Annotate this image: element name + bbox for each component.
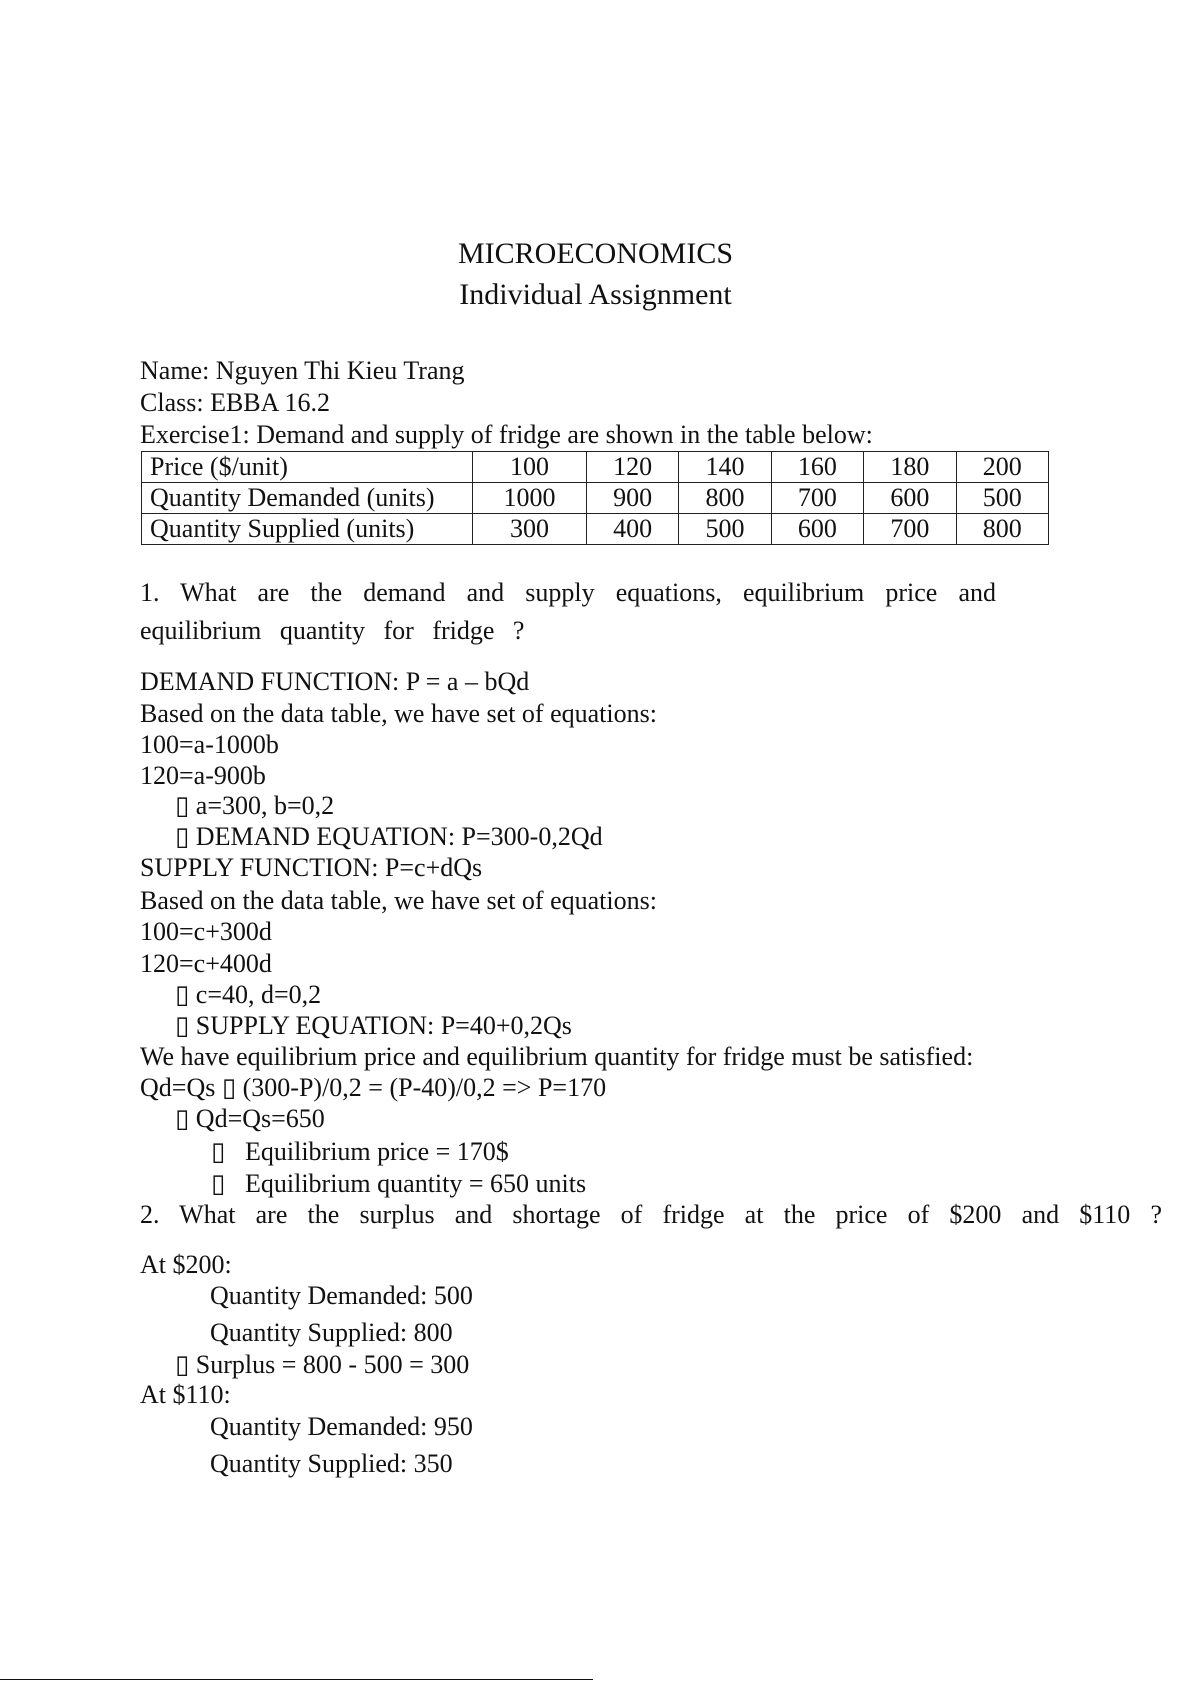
table-cell: 120 [586, 452, 678, 483]
table-cell: 300 [473, 514, 587, 545]
table-row-price [142, 452, 1049, 483]
at-200-heading: At $200: [140, 1250, 232, 1279]
table-cell: 500 [956, 483, 1048, 514]
table-cell: 700 [864, 514, 956, 545]
row-label: Price ($/unit) [142, 452, 473, 483]
document-title: MICROECONOMICS [457, 237, 734, 270]
exercise-intro: Exercise1: Demand and supply of fridge are shown in the table below: [140, 420, 873, 449]
quantity-demanded-200: Quantity Demanded: 500 [210, 1281, 473, 1310]
equation: 120=a-900b [140, 761, 266, 790]
student-class: Class: EBBA 16.2 [140, 388, 330, 417]
question-1-line-2: equilibrium quantity for fridge ? [140, 616, 525, 645]
surplus-result: ▯ Surplus = 800 - 500 = 300 [175, 1350, 470, 1379]
based-on-table-text: Based on the data table, we have set of equations: [140, 699, 657, 728]
table-cell: 1000 [473, 483, 587, 514]
row-label: Quantity Demanded (units) [142, 483, 473, 514]
at-110-heading: At $110: [140, 1380, 231, 1409]
document-subtitle: Individual Assignment [459, 278, 732, 311]
bullet-icon: ▯ [211, 1137, 226, 1166]
equation: 100=c+300d [140, 917, 272, 946]
table-cell: 700 [771, 483, 863, 514]
table-cell: 600 [864, 483, 956, 514]
row-label: Quantity Supplied (units) [142, 514, 473, 545]
quantity-demanded-110: Quantity Demanded: 950 [210, 1412, 473, 1441]
result-line: ▯ a=300, b=0,2 [175, 791, 335, 820]
table-cell: 180 [864, 452, 956, 483]
demand-equation: ▯ DEMAND EQUATION: P=300-0,2Qd [175, 822, 603, 851]
question-1-line-1: 1. What are the demand and supply equations, equilibrium price and [140, 578, 996, 607]
table-cell: 900 [586, 483, 678, 514]
table-cell: 140 [679, 452, 771, 483]
table-cell: 400 [586, 514, 678, 545]
table-row-demanded [142, 483, 1049, 514]
footnote-divider [0, 1679, 593, 1680]
demand-function: DEMAND FUNCTION: P = a – bQd [140, 667, 530, 696]
equilibrium-calc: Qd=Qs ▯ (300-P)/0,2 = (P-40)/0,2 => P=170 [140, 1073, 607, 1102]
question-2: 2. What are the surplus and shortage of fridge at the price of $200 and $110 ? [140, 1200, 1162, 1229]
quantity-supplied-110: Quantity Supplied: 350 [210, 1449, 453, 1478]
result-line: ▯ c=40, d=0,2 [175, 980, 322, 1009]
table-cell: 160 [771, 452, 863, 483]
demand-supply-table [141, 451, 1049, 545]
table-row-supplied [142, 514, 1049, 545]
supply-function: SUPPLY FUNCTION: P=c+dQs [140, 853, 483, 882]
table-cell: 200 [956, 452, 1048, 483]
table-cell: 500 [679, 514, 771, 545]
equilibrium-quantity: Equilibrium quantity = 650 units [245, 1169, 587, 1198]
table-cell: 800 [956, 514, 1048, 545]
student-name: Name: Nguyen Thi Kieu Trang [140, 356, 465, 385]
table-cell: 100 [473, 452, 587, 483]
based-on-table-text: Based on the data table, we have set of equations: [140, 886, 657, 915]
equilibrium-price: Equilibrium price = 170$ [245, 1137, 509, 1166]
equation: 120=c+400d [140, 949, 272, 978]
table-cell: 800 [679, 483, 771, 514]
equation: 100=a-1000b [140, 730, 279, 759]
quantity-supplied-200: Quantity Supplied: 800 [210, 1318, 453, 1347]
bullet-icon: ▯ [211, 1169, 226, 1198]
equilibrium-intro: We have equilibrium price and equilibrium quantity for fridge must be satisfied: [140, 1042, 974, 1071]
equilibrium-quantity-calc: ▯ Qd=Qs=650 [175, 1104, 325, 1133]
table-cell: 600 [771, 514, 863, 545]
supply-equation: ▯ SUPPLY EQUATION: P=40+0,2Qs [175, 1011, 572, 1040]
